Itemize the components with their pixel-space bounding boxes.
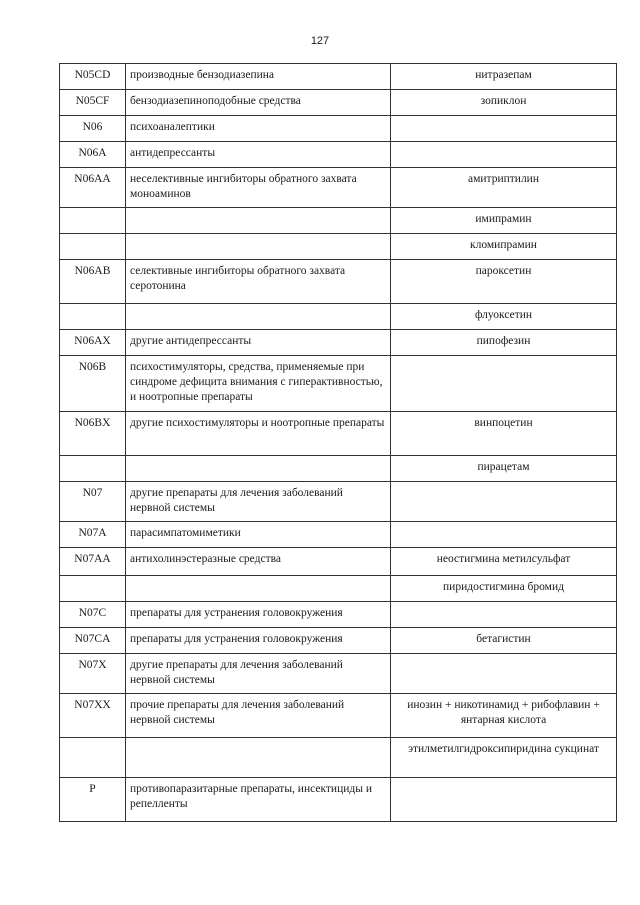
atc-code-cell: N07XX xyxy=(60,694,126,738)
drug-name-cell: неостигмина метилсульфат xyxy=(391,548,617,576)
atc-code-cell xyxy=(60,304,126,330)
pharmacological-group-cell xyxy=(126,576,391,602)
atc-code-cell: N07C xyxy=(60,602,126,628)
pharmacological-group-cell xyxy=(126,234,391,260)
drug-name-cell: винпоцетин xyxy=(391,412,617,456)
pharmacological-group-cell xyxy=(126,304,391,330)
pharmacological-group-cell: психоаналептики xyxy=(126,116,391,142)
atc-code-cell: N06AX xyxy=(60,330,126,356)
atc-code-cell: N06AB xyxy=(60,260,126,304)
drug-name-cell: пиридостигмина бромид xyxy=(391,576,617,602)
pharmacological-group-cell: производные бензодиазепина xyxy=(126,64,391,90)
table-row xyxy=(60,522,617,548)
drug-name-cell: этилметилгидроксипиридина сукцинат xyxy=(391,738,617,778)
pharmacological-group-cell xyxy=(126,738,391,778)
drug-name-cell xyxy=(391,116,617,142)
drug-name-cell: пароксетин xyxy=(391,260,617,304)
table-row xyxy=(60,412,617,456)
atc-code-cell xyxy=(60,234,126,260)
drug-name-cell: инозин + никотинамид + рибофлавин + янтарная кислота xyxy=(391,694,617,738)
atc-code-cell: N05CD xyxy=(60,64,126,90)
pharmacological-group-cell: прочие препараты для лечения заболеваний нервной системы xyxy=(126,694,391,738)
drug-name-cell: нитразепам xyxy=(391,64,617,90)
table-row xyxy=(60,778,617,822)
atc-code-cell: N07CA xyxy=(60,628,126,654)
table-row xyxy=(60,694,617,738)
pharmacological-group-cell: другие препараты для лечения заболеваний нервной системы xyxy=(126,654,391,694)
drug-name-cell xyxy=(391,654,617,694)
table-row xyxy=(60,628,617,654)
table-row xyxy=(60,260,617,304)
atc-code-cell xyxy=(60,208,126,234)
drug-name-cell: имипрамин xyxy=(391,208,617,234)
table-row xyxy=(60,168,617,208)
table-body xyxy=(60,64,617,822)
table-row xyxy=(60,576,617,602)
atc-code-cell: N07X xyxy=(60,654,126,694)
pharmacological-group-cell: антихолинэстеразные средства xyxy=(126,548,391,576)
drug-name-cell: кломипрамин xyxy=(391,234,617,260)
drug-name-cell xyxy=(391,142,617,168)
table-row xyxy=(60,738,617,778)
drug-classification-table xyxy=(59,63,617,822)
atc-code-cell: N06 xyxy=(60,116,126,142)
table-row xyxy=(60,116,617,142)
drug-name-cell: флуоксетин xyxy=(391,304,617,330)
table-row xyxy=(60,234,617,260)
table-row xyxy=(60,208,617,234)
table-row xyxy=(60,602,617,628)
atc-code-cell: N07 xyxy=(60,482,126,522)
table-row xyxy=(60,548,617,576)
pharmacological-group-cell: селективные ингибиторы обратного захвата серотонина xyxy=(126,260,391,304)
atc-code-cell: N06A xyxy=(60,142,126,168)
atc-code-cell: N06BX xyxy=(60,412,126,456)
table-row xyxy=(60,356,617,412)
pharmacological-group-cell: противопаразитарные препараты, инсектициды и репелленты xyxy=(126,778,391,822)
table-row xyxy=(60,456,617,482)
atc-code-cell: N06B xyxy=(60,356,126,412)
table-row xyxy=(60,90,617,116)
pharmacological-group-cell: другие препараты для лечения заболеваний нервной системы xyxy=(126,482,391,522)
drug-name-cell: бетагистин xyxy=(391,628,617,654)
atc-code-cell: N06AA xyxy=(60,168,126,208)
pharmacological-group-cell: антидепрессанты xyxy=(126,142,391,168)
drug-name-cell xyxy=(391,778,617,822)
pharmacological-group-cell xyxy=(126,456,391,482)
page-number: 127 xyxy=(310,35,330,47)
table-row xyxy=(60,330,617,356)
atc-code-cell xyxy=(60,576,126,602)
atc-code-cell xyxy=(60,456,126,482)
drug-name-cell: зопиклон xyxy=(391,90,617,116)
pharmacological-group-cell: другие антидепрессанты xyxy=(126,330,391,356)
drug-name-cell xyxy=(391,602,617,628)
pharmacological-group-cell: неселективные ингибиторы обратного захвата моноаминов xyxy=(126,168,391,208)
pharmacological-group-cell: психостимуляторы, средства, применяемые при синдроме дефицита внимания с гиперактивностью, и ноотропные препараты xyxy=(126,356,391,412)
pharmacological-group-cell xyxy=(126,208,391,234)
table-row xyxy=(60,64,617,90)
atc-code-cell: N07A xyxy=(60,522,126,548)
atc-code-cell: N07AA xyxy=(60,548,126,576)
pharmacological-group-cell: бензодиазепиноподобные средства xyxy=(126,90,391,116)
pharmacological-group-cell: другие психостимуляторы и ноотропные препараты xyxy=(126,412,391,456)
table-row xyxy=(60,142,617,168)
atc-code-cell: P xyxy=(60,778,126,822)
table-row xyxy=(60,304,617,330)
pharmacological-group-cell: препараты для устранения головокружения xyxy=(126,628,391,654)
drug-name-cell xyxy=(391,482,617,522)
atc-code-cell: N05CF xyxy=(60,90,126,116)
drug-name-cell xyxy=(391,356,617,412)
table-row xyxy=(60,654,617,694)
table-row xyxy=(60,482,617,522)
drug-name-cell: пипофезин xyxy=(391,330,617,356)
atc-code-cell xyxy=(60,738,126,778)
pharmacological-group-cell: препараты для устранения головокружения xyxy=(126,602,391,628)
drug-name-cell xyxy=(391,522,617,548)
drug-name-cell: амитриптилин xyxy=(391,168,617,208)
pharmacological-group-cell: парасимпатомиметики xyxy=(126,522,391,548)
drug-name-cell: пирацетам xyxy=(391,456,617,482)
